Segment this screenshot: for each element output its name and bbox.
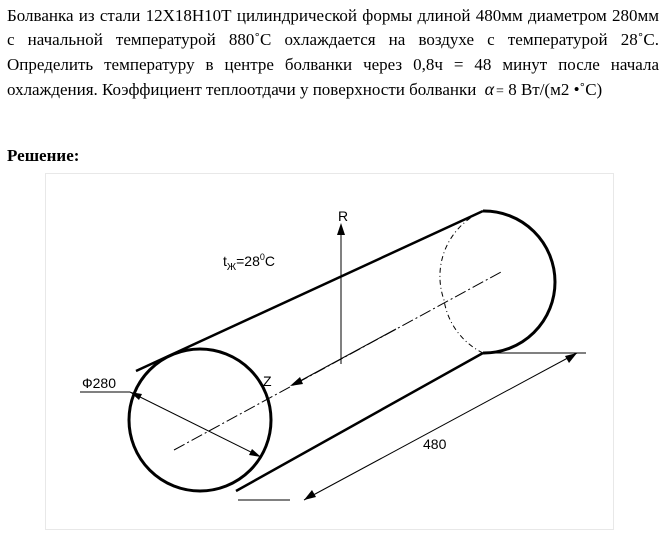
diameter-label: Ф280 bbox=[82, 375, 117, 391]
temp-unit: C bbox=[264, 253, 276, 269]
heat-transfer-coefficient: 8 Вт/(м2 •˚С) bbox=[508, 80, 603, 100]
length-dimension-line bbox=[304, 353, 577, 500]
solution-heading: Решение: bbox=[7, 146, 80, 165]
z-axis-label: Z bbox=[263, 373, 272, 389]
alpha-symbol: α bbox=[484, 79, 495, 100]
back-ellipse-hidden bbox=[440, 211, 483, 353]
cylinder-diagram-svg bbox=[46, 174, 615, 531]
cylinder-top-edge bbox=[136, 211, 483, 371]
temp-value: =28 bbox=[236, 253, 260, 269]
back-ellipse-visible bbox=[483, 211, 555, 353]
z-axis-arrowhead bbox=[290, 377, 303, 386]
length-label: 480 bbox=[423, 436, 447, 452]
z-axis-line bbox=[300, 329, 396, 381]
temp-subscript: Ж bbox=[226, 262, 237, 273]
temp-degree: 0 bbox=[259, 252, 265, 262]
cylinder-diagram bbox=[45, 173, 614, 530]
problem-text: Болванка из стали 12Х18Н10Т цилиндрической формы длиной 480мм диаметром 280мм с начальной температурой 880˚С охлаждается на воздухе с температурой 28˚С. Определить температуру в центре болванки через 0,8ч = 48 минут после начала охлаждения. Коэффициент теплоотдачи у поверхности болванки bbox=[7, 6, 659, 100]
equals-sign: = bbox=[496, 84, 504, 100]
r-axis-label: R bbox=[338, 208, 349, 224]
problem-statement bbox=[7, 4, 659, 105]
temp-symbol: t bbox=[223, 253, 227, 269]
length-arrowhead-front bbox=[304, 490, 316, 500]
ambient-temp-label bbox=[223, 252, 275, 273]
diameter-line bbox=[130, 392, 261, 457]
diameter-arrowhead-right bbox=[249, 449, 261, 457]
length-arrowhead-back bbox=[565, 353, 577, 363]
front-end-circle bbox=[129, 349, 271, 491]
r-axis-arrowhead bbox=[337, 223, 345, 235]
